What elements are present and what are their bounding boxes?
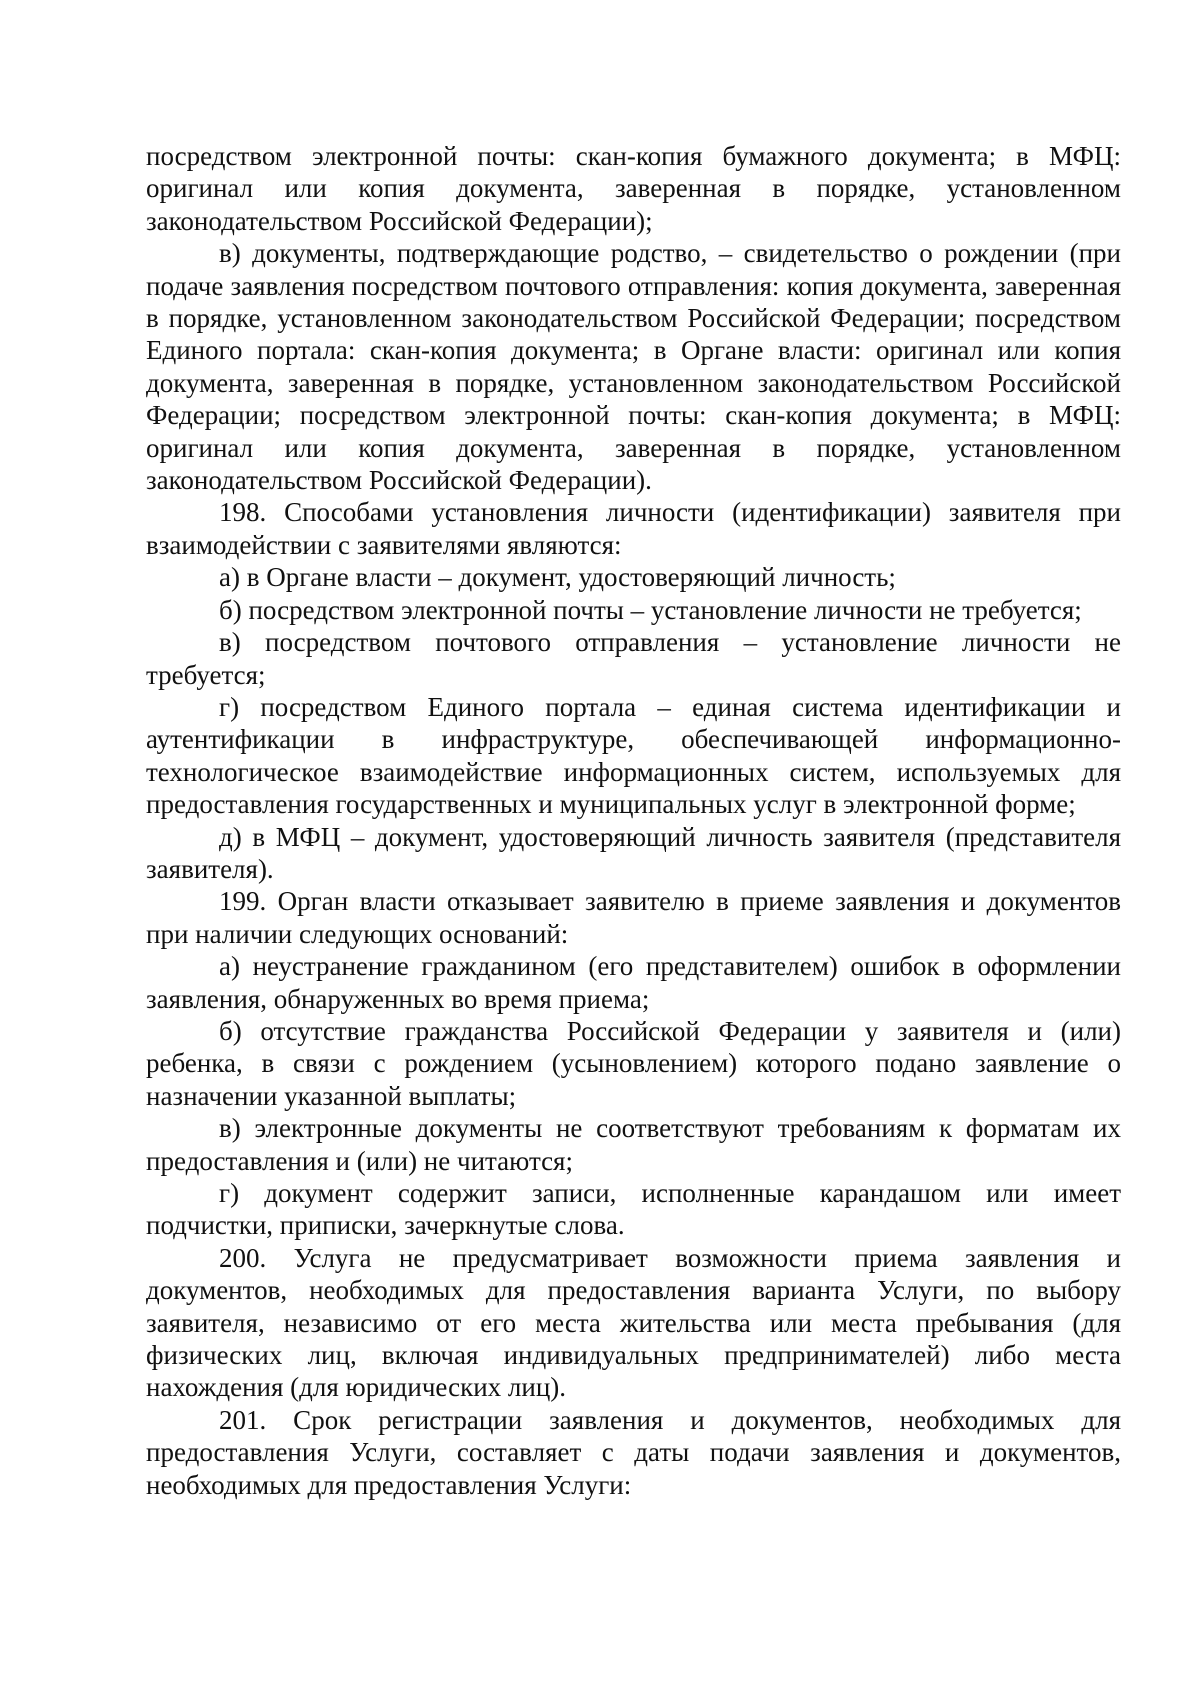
paragraph-198-d: д) в МФЦ – документ, удостоверяющий личность заявителя (представителя заявителя). — [146, 821, 1121, 884]
paragraph-item-v-kinship-documents: в) документы, подтверждающие родство, – свидетельство о рождении (при подаче заявления посредством почтового отправления: копия документа, заверенная в порядке, установленном законодательством Российской Федерации; посредством Единого портала: скан-копия документа; в Органе власти: оригинал или копия документа, заверенная в порядке, установленном законодательством Российской Федерации; посредством электронной почты: скан-копия документа; в МФЦ: оригинал или копия документа, заверенная в порядке, установленном законодательством Российской Федерации). — [146, 238, 1121, 496]
document-page — [146, 140, 1121, 1501]
paragraph-198-v: в) посредством почтового отправления – установление личности не требуется; — [146, 627, 1121, 690]
paragraph-198-a: а) в Органе власти – документ, удостоверяющий личность; — [219, 562, 896, 593]
paragraph-200: 200. Услуга не предусматривает возможности приема заявления и документов, необходимых для предоставления варианта Услуги, по выбору заявителя, независимо от его места жительства или места пребывания (для физических лиц, включая индивидуальных предпринимателей) либо места нахождения (для юридических лиц). — [146, 1242, 1121, 1403]
paragraph-198-g: г) посредством Единого портала – единая система идентификации и аутентификации в инфраструктуре, обеспечивающей информационно-технологическое взаимодействие информационных систем, используемых для предоставления государственных и муниципальных услуг в электронной форме; — [146, 691, 1121, 820]
paragraph-199-v: в) электронные документы не соответствуют требованиям к форматам их предоставления и (или) не читаются; — [146, 1113, 1121, 1176]
paragraph-199: 199. Орган власти отказывает заявителю в приеме заявления и документов при наличии следующих оснований: — [146, 886, 1121, 949]
paragraph-201: 201. Срок регистрации заявления и документов, необходимых для предоставления Услуги, составляет с даты подачи заявления и документов, необходимых для предоставления Услуги: — [146, 1404, 1121, 1500]
paragraph-199-b: б) отсутствие гражданства Российской Федерации у заявителя и (или) ребенка, в связи с рождением (усыновлением) которого подано заявление о назначении указанной выплаты; — [146, 1015, 1121, 1111]
paragraph-199-a: а) неустранение гражданином (его представителем) ошибок в оформлении заявления, обнаруженных во время приема; — [146, 951, 1121, 1014]
paragraph-198-b: б) посредством электронной почты – установление личности не требуется; — [219, 594, 1082, 625]
paragraph-198: 198. Способами установления личности (идентификации) заявителя при взаимодействии с заявителями являются: — [146, 497, 1121, 560]
paragraph-199-g: г) документ содержит записи, исполненные карандашом или имеет подчистки, приписки, зачеркнутые слова. — [146, 1178, 1121, 1241]
paragraph-continuation: посредством электронной почты: скан-копия бумажного документа; в МФЦ: оригинал или копия документа, заверенная в порядке, установленном законодательством Российской Федерации); — [146, 141, 1121, 236]
